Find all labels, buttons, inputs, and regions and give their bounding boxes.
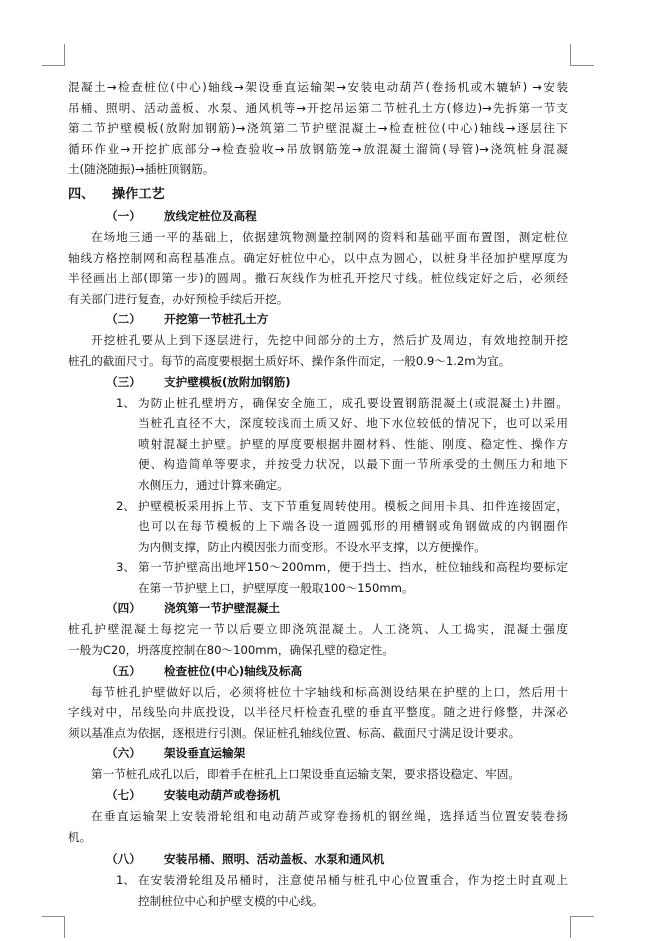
text-line: 机。 — [68, 829, 92, 844]
process-flow-paragraph — [68, 77, 568, 180]
subsection-number: （七） — [106, 788, 141, 803]
subsection-heading — [68, 785, 568, 806]
subsection-heading — [68, 743, 568, 764]
list-item — [68, 870, 568, 911]
corner-mark-top-right — [570, 65, 594, 66]
text-line: 土(随浇随振)→插桩顶钢筋。 — [68, 162, 215, 177]
subsection-heading — [68, 598, 568, 619]
subsection-number: （一） — [106, 208, 141, 223]
text-line: 第二节护壁模板(放附加钢筋)→浇筑第二节护壁混凝土→检查桩位(中心)轴线→逐层往下 — [68, 121, 568, 136]
text-line: 混凝土→检查桩位(中心)轴线→架设垂直运输架→安装电动葫芦(卷扬机或木辘轳) →安装 — [68, 80, 568, 94]
subsection-heading — [68, 849, 568, 870]
section-number: 四、 — [68, 186, 95, 202]
subsection-title: 支护壁模板(放附加钢筋) — [164, 374, 291, 389]
subsection-title: 安装吊桶、照明、活动盖板、水泵和通风机 — [164, 852, 385, 867]
list-item-number: 2、 — [116, 498, 135, 513]
corner-mark-top-left — [42, 65, 65, 66]
text-line: 循环作业→开挖扩底部分→检查验收→吊放钢筋笼→放混凝土溜筒(导管)→浇筑桩身混凝 — [68, 141, 568, 156]
subsection-title: 开挖第一节桩孔土方 — [164, 312, 269, 327]
subsection-heading — [68, 372, 568, 393]
corner-mark-bottom-left — [64, 916, 65, 938]
subsection-number: （四） — [106, 601, 141, 616]
subsection-heading — [68, 309, 568, 330]
text-line: 开挖桩孔要从上到下逐层进行，先挖中间部分的土方，然后扩及周边，有效地控制开挖 — [91, 333, 568, 348]
text-line: 在安装滑轮组及吊桶时，注意使吊桶与桩孔中心位置重合，作为挖土时直观上 — [138, 873, 568, 888]
text-line: 字线对中，吊线坠向井底投设，以半径尺杆检查孔壁的垂直平整度。随之进行修整，井深必 — [68, 705, 568, 720]
text-line: 须以基准点为依据，逐根进行引测。保证桩孔轴线位置、标高、截面尺寸满足设计要求。 — [68, 725, 521, 740]
subsection-heading — [68, 206, 568, 227]
text-line: 在垂直运输架上安装滑轮组和电动葫芦或穿卷扬机的钢丝绳，选择适当位置安装卷扬 — [91, 809, 568, 824]
text-line: 便、构造简单等要求，并按受力状况，以最下面一节所承受的土侧压力和地下 — [138, 457, 568, 472]
text-line: 桩孔护壁混凝土每挖完一节以后要立即浇筑混凝土。人工浇筑、人工捣实，混凝土强度 — [68, 622, 568, 637]
subsection-title: 安装电动葫芦或卷扬机 — [164, 788, 280, 803]
text-line: 轴线方格控制网和高程基准点。确定好桩位中心，以中点为圆心，以桩身半径加护壁厚度为 — [68, 250, 568, 265]
subsection-number: （五） — [106, 663, 141, 678]
text-line: 吊桶、照明、活动盖板、水泵、通风机等→开挖吊运第二节桩孔土方(修边)→先拆第一节支 — [68, 100, 568, 115]
subsection-title: 浇筑第一节护壁混凝土 — [164, 601, 280, 616]
text-line: 护壁模板采用拆上节、支下节重复周转使用。模板之间用卡具、扣件连接固定， — [138, 498, 568, 513]
list-item-number: 3、 — [116, 560, 135, 575]
list-item — [68, 393, 568, 496]
text-line: 当桩孔直径不大，深度较浅而土质又好、地下水位较低的情况下，也可以采用 — [138, 416, 568, 431]
text-line: 喷射混凝土护壁。护壁的厚度要根据井圈材料、性能、刚度、稳定性、操作方 — [138, 436, 568, 451]
corner-mark-top-right — [570, 44, 571, 66]
list-item-number: 1、 — [116, 873, 135, 888]
section-title: 操作工艺 — [112, 186, 165, 202]
text-line: 水侧压力，通过计算来确定。 — [138, 477, 289, 492]
text-line: 一般为C20，坍落度控制在80～100mm，确保孔壁的稳定性。 — [68, 643, 394, 658]
text-line: 也可以在每节模板的上下端各设一道圆弧形的用槽钢或角钢做成的内钢圈作 — [138, 519, 568, 534]
text-line: 为防止桩孔壁坍方，确保安全施工，成孔要设置钢筋混凝土(或混凝土)井圈。 — [138, 395, 568, 410]
text-line: 有关部门进行复查，办好预检手续后开挖。 — [68, 291, 289, 306]
text-line: 在场地三通一平的基础上，依据建筑物测量控制网的资料和基础平面布置图，测定桩位 — [91, 229, 568, 244]
section-heading — [68, 184, 568, 206]
subsection-number: （二） — [106, 312, 141, 327]
corner-mark-top-left — [64, 44, 65, 66]
subsection-title: 放线定桩位及高程 — [164, 208, 257, 223]
subsection-number: （六） — [106, 746, 141, 761]
document-body — [68, 77, 568, 911]
text-line: 为内侧支撑，防止内模因张力而变形。不设水平支撑，以方便操作。 — [138, 539, 486, 554]
text-line: 每节桩孔护壁做好以后，必须将桩位十字轴线和标高测设结果在护壁的上口，然后用十 — [91, 684, 568, 699]
subsection-title: 架设垂直运输架 — [164, 746, 246, 761]
text-line: 第一节护壁高出地坪150～200mm，便于挡土、挡水，桩位轴线和高程均要标定 — [138, 560, 568, 575]
text-line: 半径画出上部(即第一步)的圆周。撒石灰线作为桩孔开挖尺寸线。桩位线定好之后，必须经 — [68, 271, 568, 286]
subsection-number: （八） — [106, 852, 141, 867]
text-line: 第一节桩孔成孔以后，即着手在桩孔上口架设垂直运输支架，要求搭设稳定、牢固。 — [91, 767, 520, 782]
subsection-heading — [68, 661, 568, 682]
subsection-number: （三） — [106, 374, 141, 389]
list-item-number: 1、 — [116, 395, 135, 410]
subsection-title: 检查桩位(中心)轴线及标高 — [164, 663, 303, 678]
text-line: 在第一节护壁上口，护壁厚度一般取100～150mm。 — [138, 580, 414, 595]
text-line: 控制桩位中心和护壁支模的中心线。 — [138, 893, 324, 908]
corner-mark-bottom-right — [570, 916, 571, 938]
text-line: 桩孔的截面尺寸。每节的高度要根据土质好坏、操作条件而定，一般0.9～1.2m为宜。 — [68, 353, 511, 368]
list-item — [68, 496, 568, 558]
corner-mark-bottom-left — [42, 916, 65, 917]
list-item — [68, 557, 568, 598]
corner-mark-bottom-right — [570, 916, 594, 917]
